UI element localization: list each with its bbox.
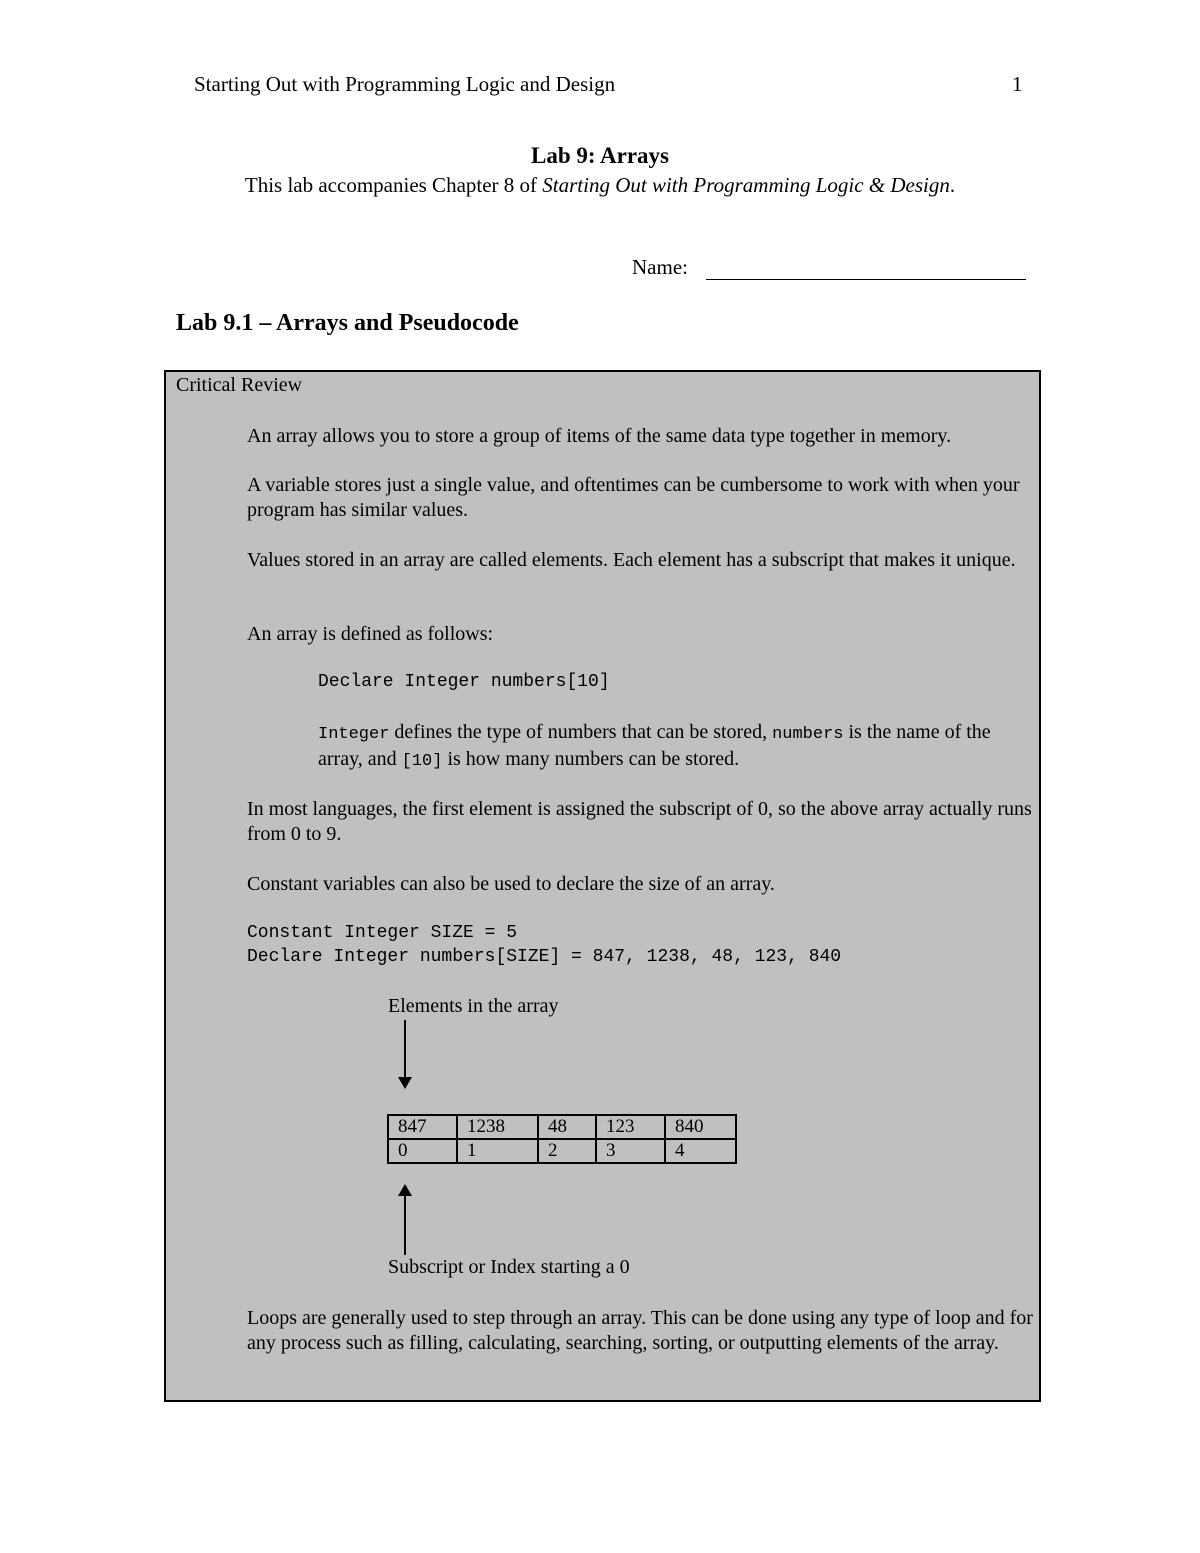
explain-text-3: is how many numbers can be stored. [442,748,740,770]
array-value-cell: 840 [665,1115,736,1139]
array-value-cell: 847 [388,1115,457,1139]
lab-subtitle [0,173,1200,198]
array-index-cell: 4 [665,1139,736,1163]
array-value-cell: 123 [596,1115,665,1139]
explain-text-1: defines the type of numbers that can be stored, [389,721,773,743]
lab-title: Lab 9: Arrays [531,143,669,168]
review-paragraph-loops: Loops are generally used to step through an array. This can be done using any type of loop and for any process such as filling, calculating, searching, sorting, or outputting elements of the array. [247,1307,1033,1354]
review-paragraph-elements: Values stored in an array are called elements. Each element has a subscript that makes it unique. [247,549,1016,571]
running-header-title: Starting Out with Programming Logic and Design [194,72,616,96]
review-paragraph-subscript-zero: In most languages, the first element is assigned the subscript of 0, so the above array actually runs from 0 to 9. [247,798,1032,845]
subtitle-book-title: Starting Out with Programming Logic & Design [542,173,950,197]
array-diagram-table [387,1114,737,1164]
name-blank-line [706,279,1026,280]
array-values-row [388,1115,736,1139]
critical-review-label: Critical Review [176,374,303,396]
array-index-cell: 3 [596,1139,665,1163]
review-paragraph-array-definition: An array allows you to store a group of items of the same data type together in memory. [247,425,952,447]
explain-text-2: is the name of the array, and [318,721,991,770]
array-index-cell: 2 [538,1139,596,1163]
subscript-arrow-shaft [404,1195,406,1255]
review-paragraph-variable: A variable stores just a single value, and oftentimes can be cumbersome to work with when your program has similar values. [247,474,1020,521]
elements-in-array-label: Elements in the array [388,995,559,1017]
review-paragraph-defined-as: An array is defined as follows: [247,623,494,645]
elements-arrow-down-icon [398,1077,412,1089]
array-value-cell: 1238 [457,1115,538,1139]
subtitle-prefix: This lab accompanies Chapter 8 of [244,173,543,197]
review-paragraph-explanation [318,720,1038,774]
array-index-cell: 0 [388,1139,457,1163]
code-keyword-integer: Integer [318,725,390,744]
array-indexes-row [388,1139,736,1163]
array-value-cell: 48 [538,1115,596,1139]
code-keyword-size: [10] [401,752,443,771]
name-label: Name: [632,255,688,279]
array-index-cell: 1 [457,1139,538,1163]
subtitle-suffix: . [949,173,956,197]
subscript-index-label: Subscript or Index starting a 0 [388,1256,630,1278]
code-declare-initialized: Declare Integer numbers[SIZE] = 847, 1238, 48, 123, 840 [247,947,842,967]
code-declare-array: Declare Integer numbers[10] [318,672,610,692]
page-number: 1 [1012,72,1023,96]
code-keyword-numbers: numbers [772,725,844,744]
section-title: Lab 9.1 – Arrays and Pseudocode [176,310,519,336]
review-paragraph-constant: Constant variables can also be used to declare the size of an array. [247,873,775,895]
code-constant-size: Constant Integer SIZE = 5 [247,923,518,943]
elements-arrow-shaft [404,1020,406,1078]
